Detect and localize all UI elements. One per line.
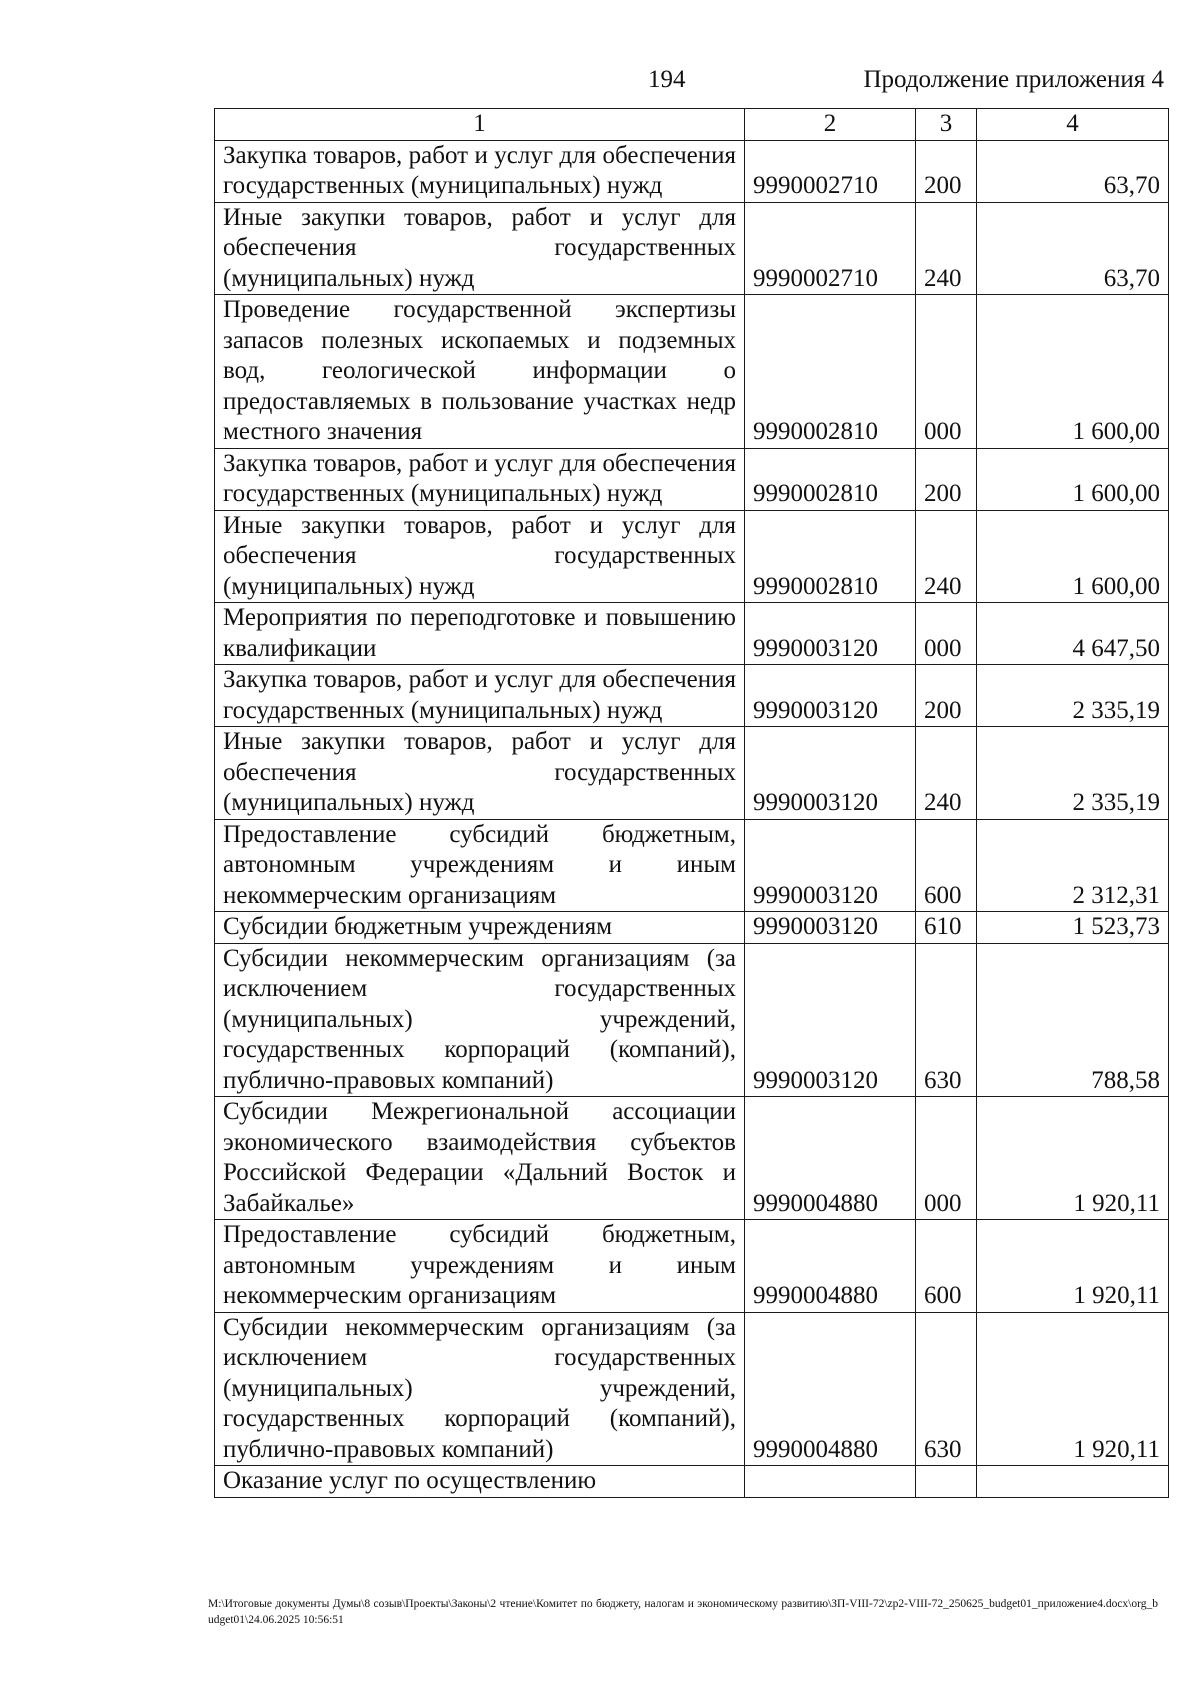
table-row [215,1466,1169,1498]
table-row [215,1312,1169,1466]
column-header: 1 [215,109,745,141]
row-amount [977,1466,1169,1498]
page-number: 194 [648,66,686,93]
row-type: 240 [916,510,977,603]
row-name: Проведение государственной экспертизы запасов полезных ископаемых и подземных вод, геологической информации о предоставляемых в пользование участках недр местного значения [215,295,745,449]
row-type: 200 [916,140,977,202]
table-header-row [215,109,1169,141]
row-amount: 788,58 [977,943,1169,1097]
row-name: Иные закупки товаров, работ и услуг для обеспечения государственных (муниципальных) нужд [215,510,745,603]
row-name: Мероприятия по переподготовке и повышению квалификации [215,603,745,665]
row-name: Закупка товаров, работ и услуг для обеспечения государственных (муниципальных) нужд [215,140,745,202]
row-code: 9990003120 [745,912,916,944]
table-row [215,665,1169,727]
table-row [215,727,1169,820]
row-type: 600 [916,819,977,912]
row-type: 610 [916,912,977,944]
row-name: Субсидии бюджетным учреждениям [215,912,745,944]
row-amount: 2 335,19 [977,727,1169,820]
column-header: 3 [916,109,977,141]
row-type: 200 [916,448,977,510]
row-amount: 2 312,31 [977,819,1169,912]
row-name: Оказание услуг по осуществлению [215,1466,745,1498]
page-caption: Продолжение приложения 4 [863,66,1164,93]
row-code: 9990003120 [745,665,916,727]
row-type: 000 [916,1097,977,1220]
row-amount: 1 920,11 [977,1312,1169,1466]
row-amount: 1 920,11 [977,1220,1169,1313]
row-code: 9990003120 [745,819,916,912]
document-file-path: M:\Итоговые документы Думы\8 созыв\Проекты\Законы\2 чтение\Комитет по бюджету, налогам и экономическому развитию\ЗП-VIII-72\zp2-VIII-72_250625_budget01_приложение4.docx\org_budget01\24.06.2025 10:56:51 [208,1598,1158,1626]
row-name: Закупка товаров, работ и услуг для обеспечения государственных (муниципальных) нужд [215,665,745,727]
table-row [215,603,1169,665]
row-amount: 2 335,19 [977,665,1169,727]
row-code: 9990002810 [745,510,916,603]
row-code: 9990003120 [745,943,916,1097]
row-amount: 1 600,00 [977,510,1169,603]
row-amount: 1 600,00 [977,295,1169,449]
table-row [215,912,1169,944]
row-amount: 1 600,00 [977,448,1169,510]
row-type: 240 [916,727,977,820]
row-code: 9990004880 [745,1220,916,1313]
row-amount: 63,70 [977,202,1169,295]
row-code: 9990002810 [745,295,916,449]
row-name: Предоставление субсидий бюджетным, автономным учреждениям и иным некоммерческим организациям [215,819,745,912]
row-amount: 63,70 [977,140,1169,202]
row-amount: 4 647,50 [977,603,1169,665]
budget-table [214,108,1169,1498]
row-type: 630 [916,1312,977,1466]
table-row [215,1097,1169,1220]
table-row [215,1220,1169,1313]
row-name: Иные закупки товаров, работ и услуг для обеспечения государственных (муниципальных) нужд [215,202,745,295]
row-code: 9990004880 [745,1097,916,1220]
row-type: 000 [916,603,977,665]
table-row [215,202,1169,295]
row-code: 9990002710 [745,140,916,202]
table-row [215,448,1169,510]
row-code: 9990003120 [745,603,916,665]
row-name: Субсидии некоммерческим организациям (за исключением государственных (муниципальных) учреждений, государственных корпораций (компаний), публично-правовых компаний) [215,1312,745,1466]
row-code [745,1466,916,1498]
table-row [215,510,1169,603]
row-code: 9990004880 [745,1312,916,1466]
row-name: Субсидии Межрегиональной ассоциации экономического взаимодействия субъектов Российской Федерации «Дальний Восток и Забайкалье» [215,1097,745,1220]
row-name: Иные закупки товаров, работ и услуг для обеспечения государственных (муниципальных) нужд [215,727,745,820]
row-name: Субсидии некоммерческим организациям (за исключением государственных (муниципальных) учреждений, государственных корпораций (компаний), публично-правовых компаний) [215,943,745,1097]
row-type: 600 [916,1220,977,1313]
column-header: 2 [745,109,916,141]
row-name: Предоставление субсидий бюджетным, автономным учреждениям и иным некоммерческим организациям [215,1220,745,1313]
row-code: 9990002810 [745,448,916,510]
row-name: Закупка товаров, работ и услуг для обеспечения государственных (муниципальных) нужд [215,448,745,510]
table-row [215,295,1169,449]
row-type: 630 [916,943,977,1097]
table-row [215,943,1169,1097]
row-amount: 1 523,73 [977,912,1169,944]
row-type: 200 [916,665,977,727]
row-type: 000 [916,295,977,449]
table-row [215,140,1169,202]
table-row [215,819,1169,912]
column-header: 4 [977,109,1169,141]
row-code: 9990002710 [745,202,916,295]
row-type [916,1466,977,1498]
row-type: 240 [916,202,977,295]
row-amount: 1 920,11 [977,1097,1169,1220]
row-code: 9990003120 [745,727,916,820]
